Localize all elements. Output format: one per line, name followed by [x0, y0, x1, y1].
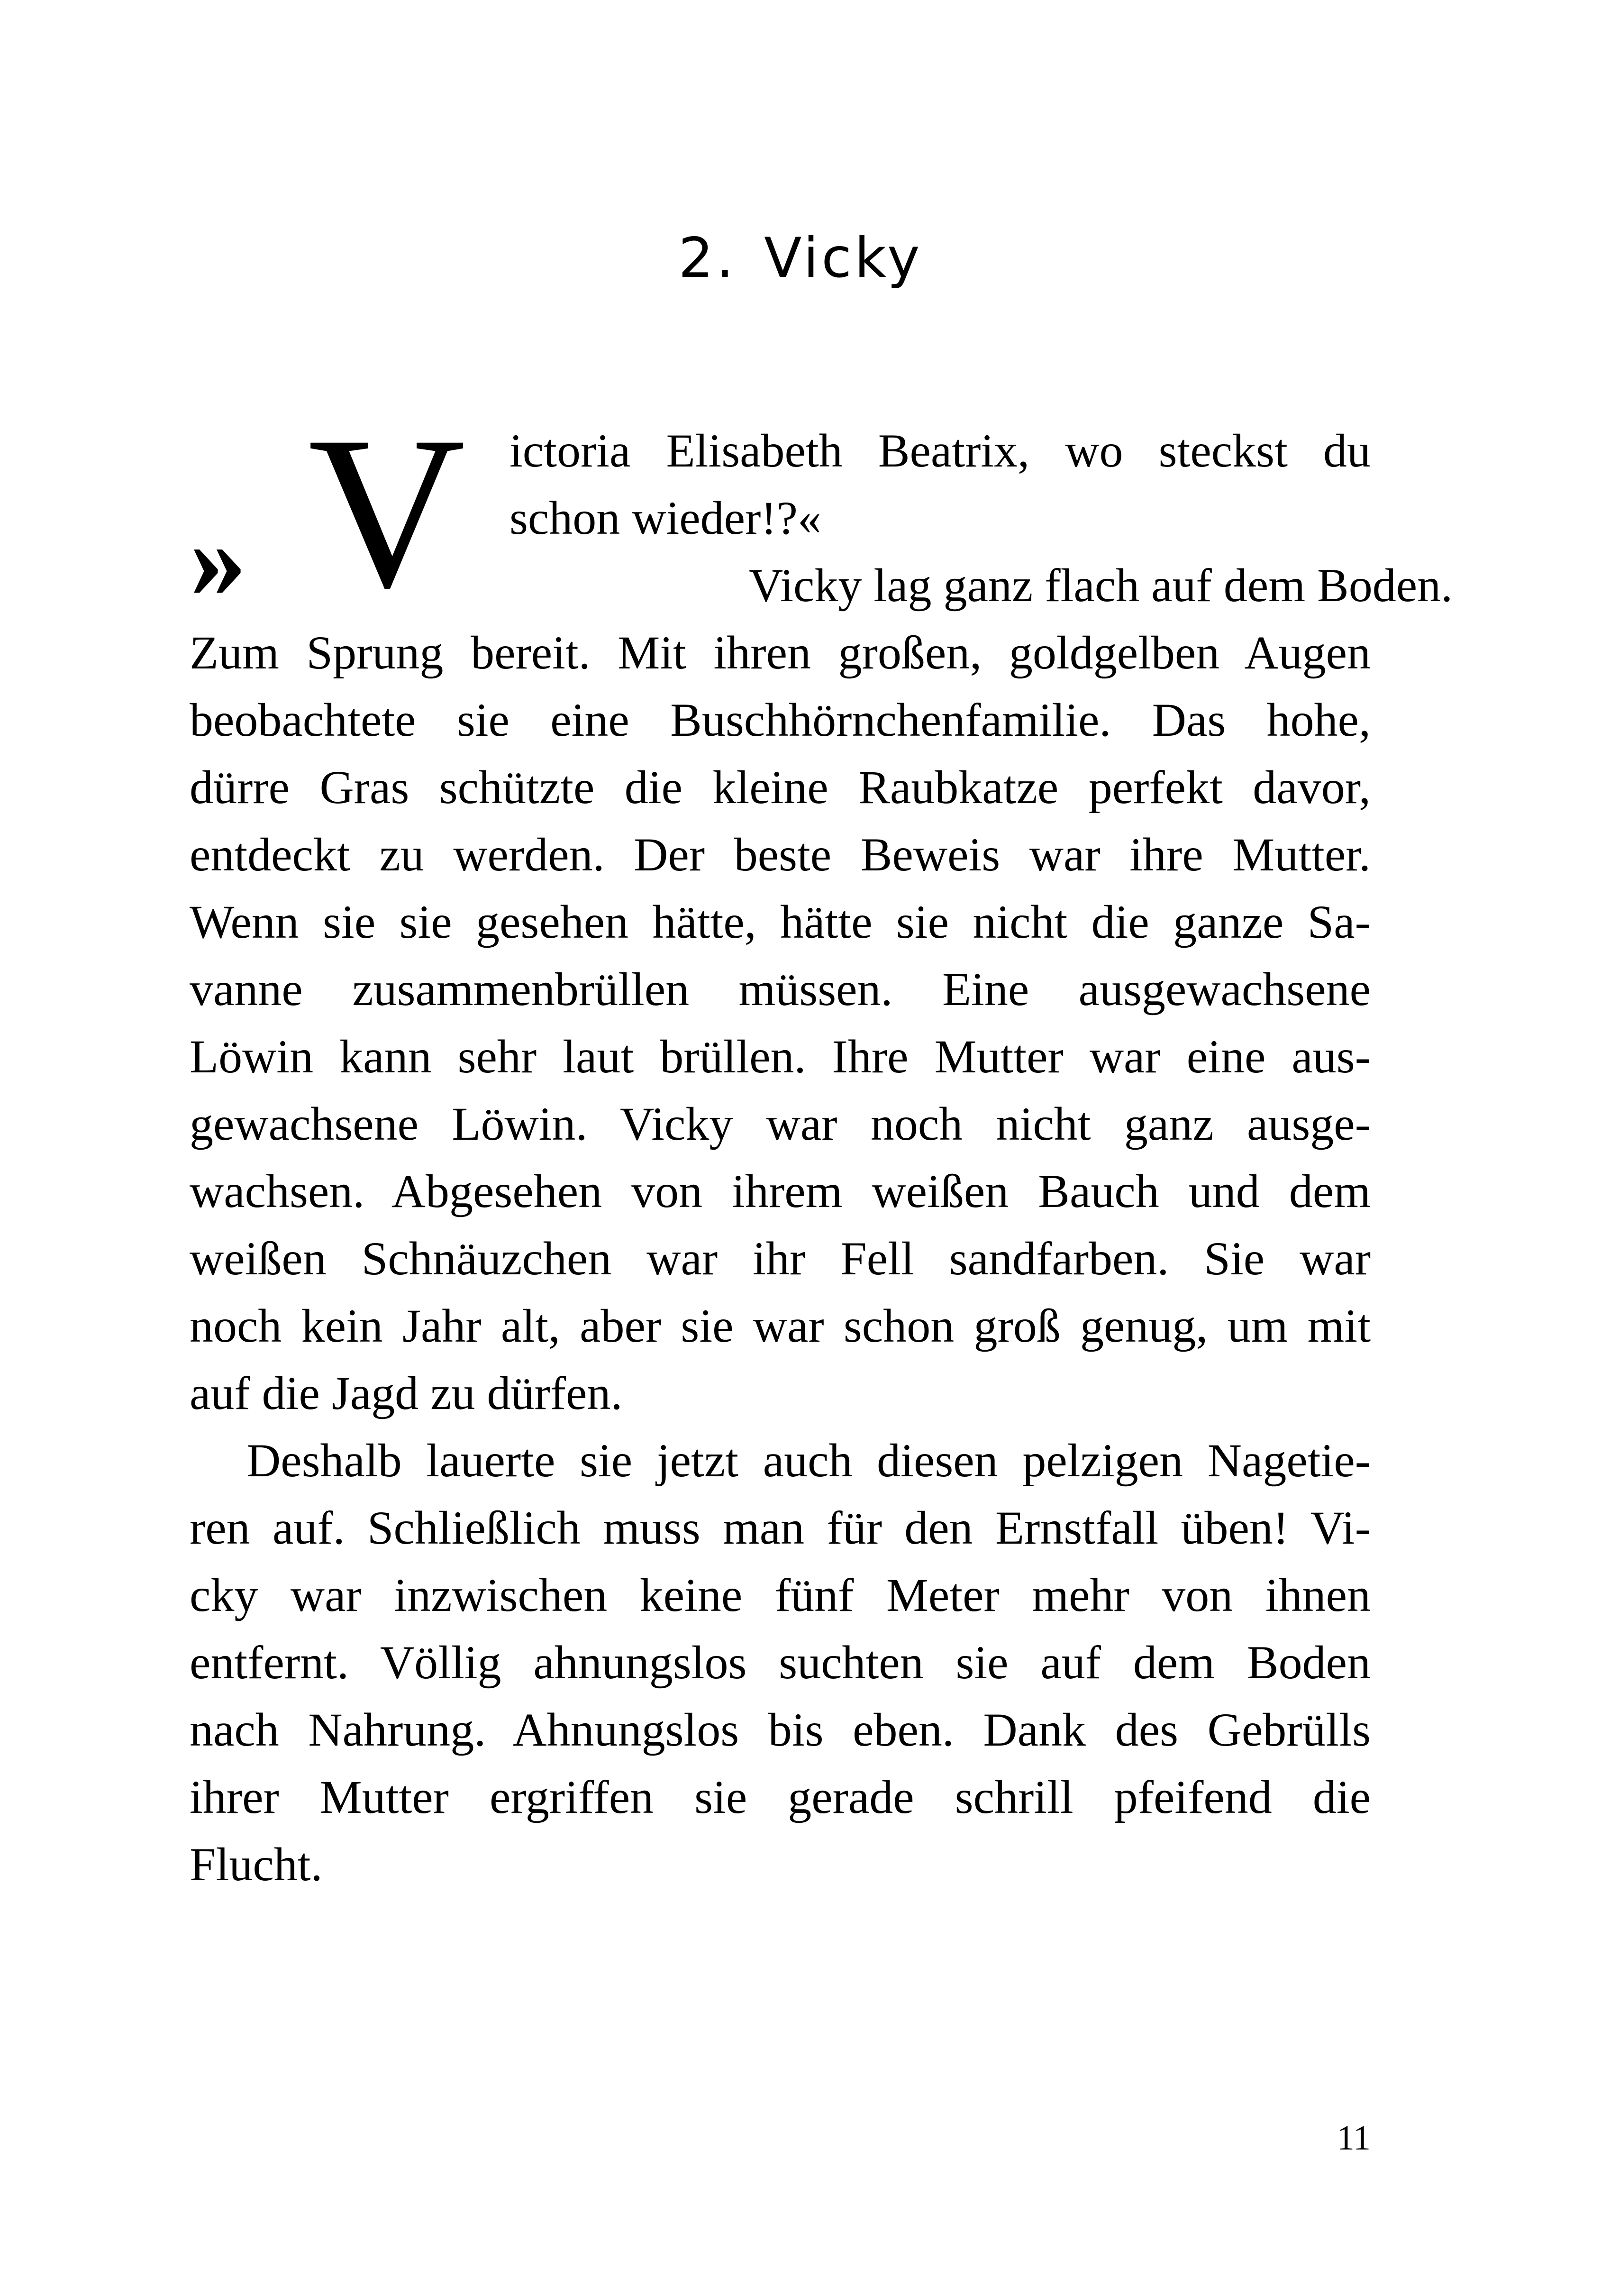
text-line: ren auf. Schließlich muss man für den Ernstfall üben! Vi-	[190, 1501, 1371, 1554]
text-line: ihrer Mutter ergriffen sie gerade schrill pfeifend die	[190, 1771, 1371, 1823]
text-line: schon wieder!?«	[509, 492, 822, 544]
dropcap-letter: V	[308, 391, 466, 633]
text-line: wachsen. Abgesehen von ihrem weißen Bauch und dem	[190, 1165, 1371, 1217]
page-number: 11	[1337, 2119, 1371, 2158]
text-line: Vicky lag ganz flach auf dem Boden.	[749, 559, 1453, 612]
text-line: weißen Schnäuzchen war ihr Fell sandfarben. Sie war	[190, 1232, 1371, 1285]
text-line: Flucht.	[190, 1838, 323, 1891]
text-line: noch kein Jahr alt, aber sie war schon groß genug, um mit	[190, 1299, 1371, 1352]
chapter-title: Vicky	[764, 226, 923, 290]
text-line: Löwin kann sehr laut brüllen. Ihre Mutter war eine aus-	[190, 1030, 1371, 1083]
text-line: auf die Jagd zu dürfen.	[190, 1367, 623, 1419]
text-line: entdeckt zu werden. Der beste Beweis war ihre Mutter.	[190, 828, 1371, 881]
text-line: Wenn sie sie gesehen hätte, hätte sie nicht die ganze Sa-	[190, 896, 1371, 948]
body-text	[190, 391, 1453, 1898]
text-line: dürre Gras schützte die kleine Raubkatze perfekt davor,	[190, 761, 1371, 814]
text-line: Zum Sprung bereit. Mit ihren großen, goldgelben Augen	[190, 626, 1371, 679]
text-line: vanne zusammenbrüllen müssen. Eine ausgewachsene	[190, 963, 1371, 1015]
text-line: gewachsene Löwin. Vicky war noch nicht ganz ausge-	[190, 1098, 1371, 1150]
text-line: Deshalb lauerte sie jetzt auch diesen pelzigen Nagetie-	[246, 1434, 1371, 1487]
text-line: beobachtete sie eine Buschhörnchenfamilie. Das hohe,	[190, 694, 1371, 746]
text-line: nach Nahrung. Ahnungslos bis eben. Dank des Gebrülls	[190, 1703, 1371, 1756]
chapter-heading	[0, 225, 1601, 292]
text-line: entfernt. Völlig ahnungslos suchten sie auf dem Boden	[190, 1636, 1371, 1689]
opening-quote-mark: »	[190, 495, 232, 622]
chapter-number: 2.	[678, 226, 737, 290]
text-line: cky war inzwischen keine fünf Meter mehr von ihnen	[190, 1569, 1371, 1621]
text-line: ictoria Elisabeth Beatrix, wo steckst du	[509, 424, 1371, 477]
